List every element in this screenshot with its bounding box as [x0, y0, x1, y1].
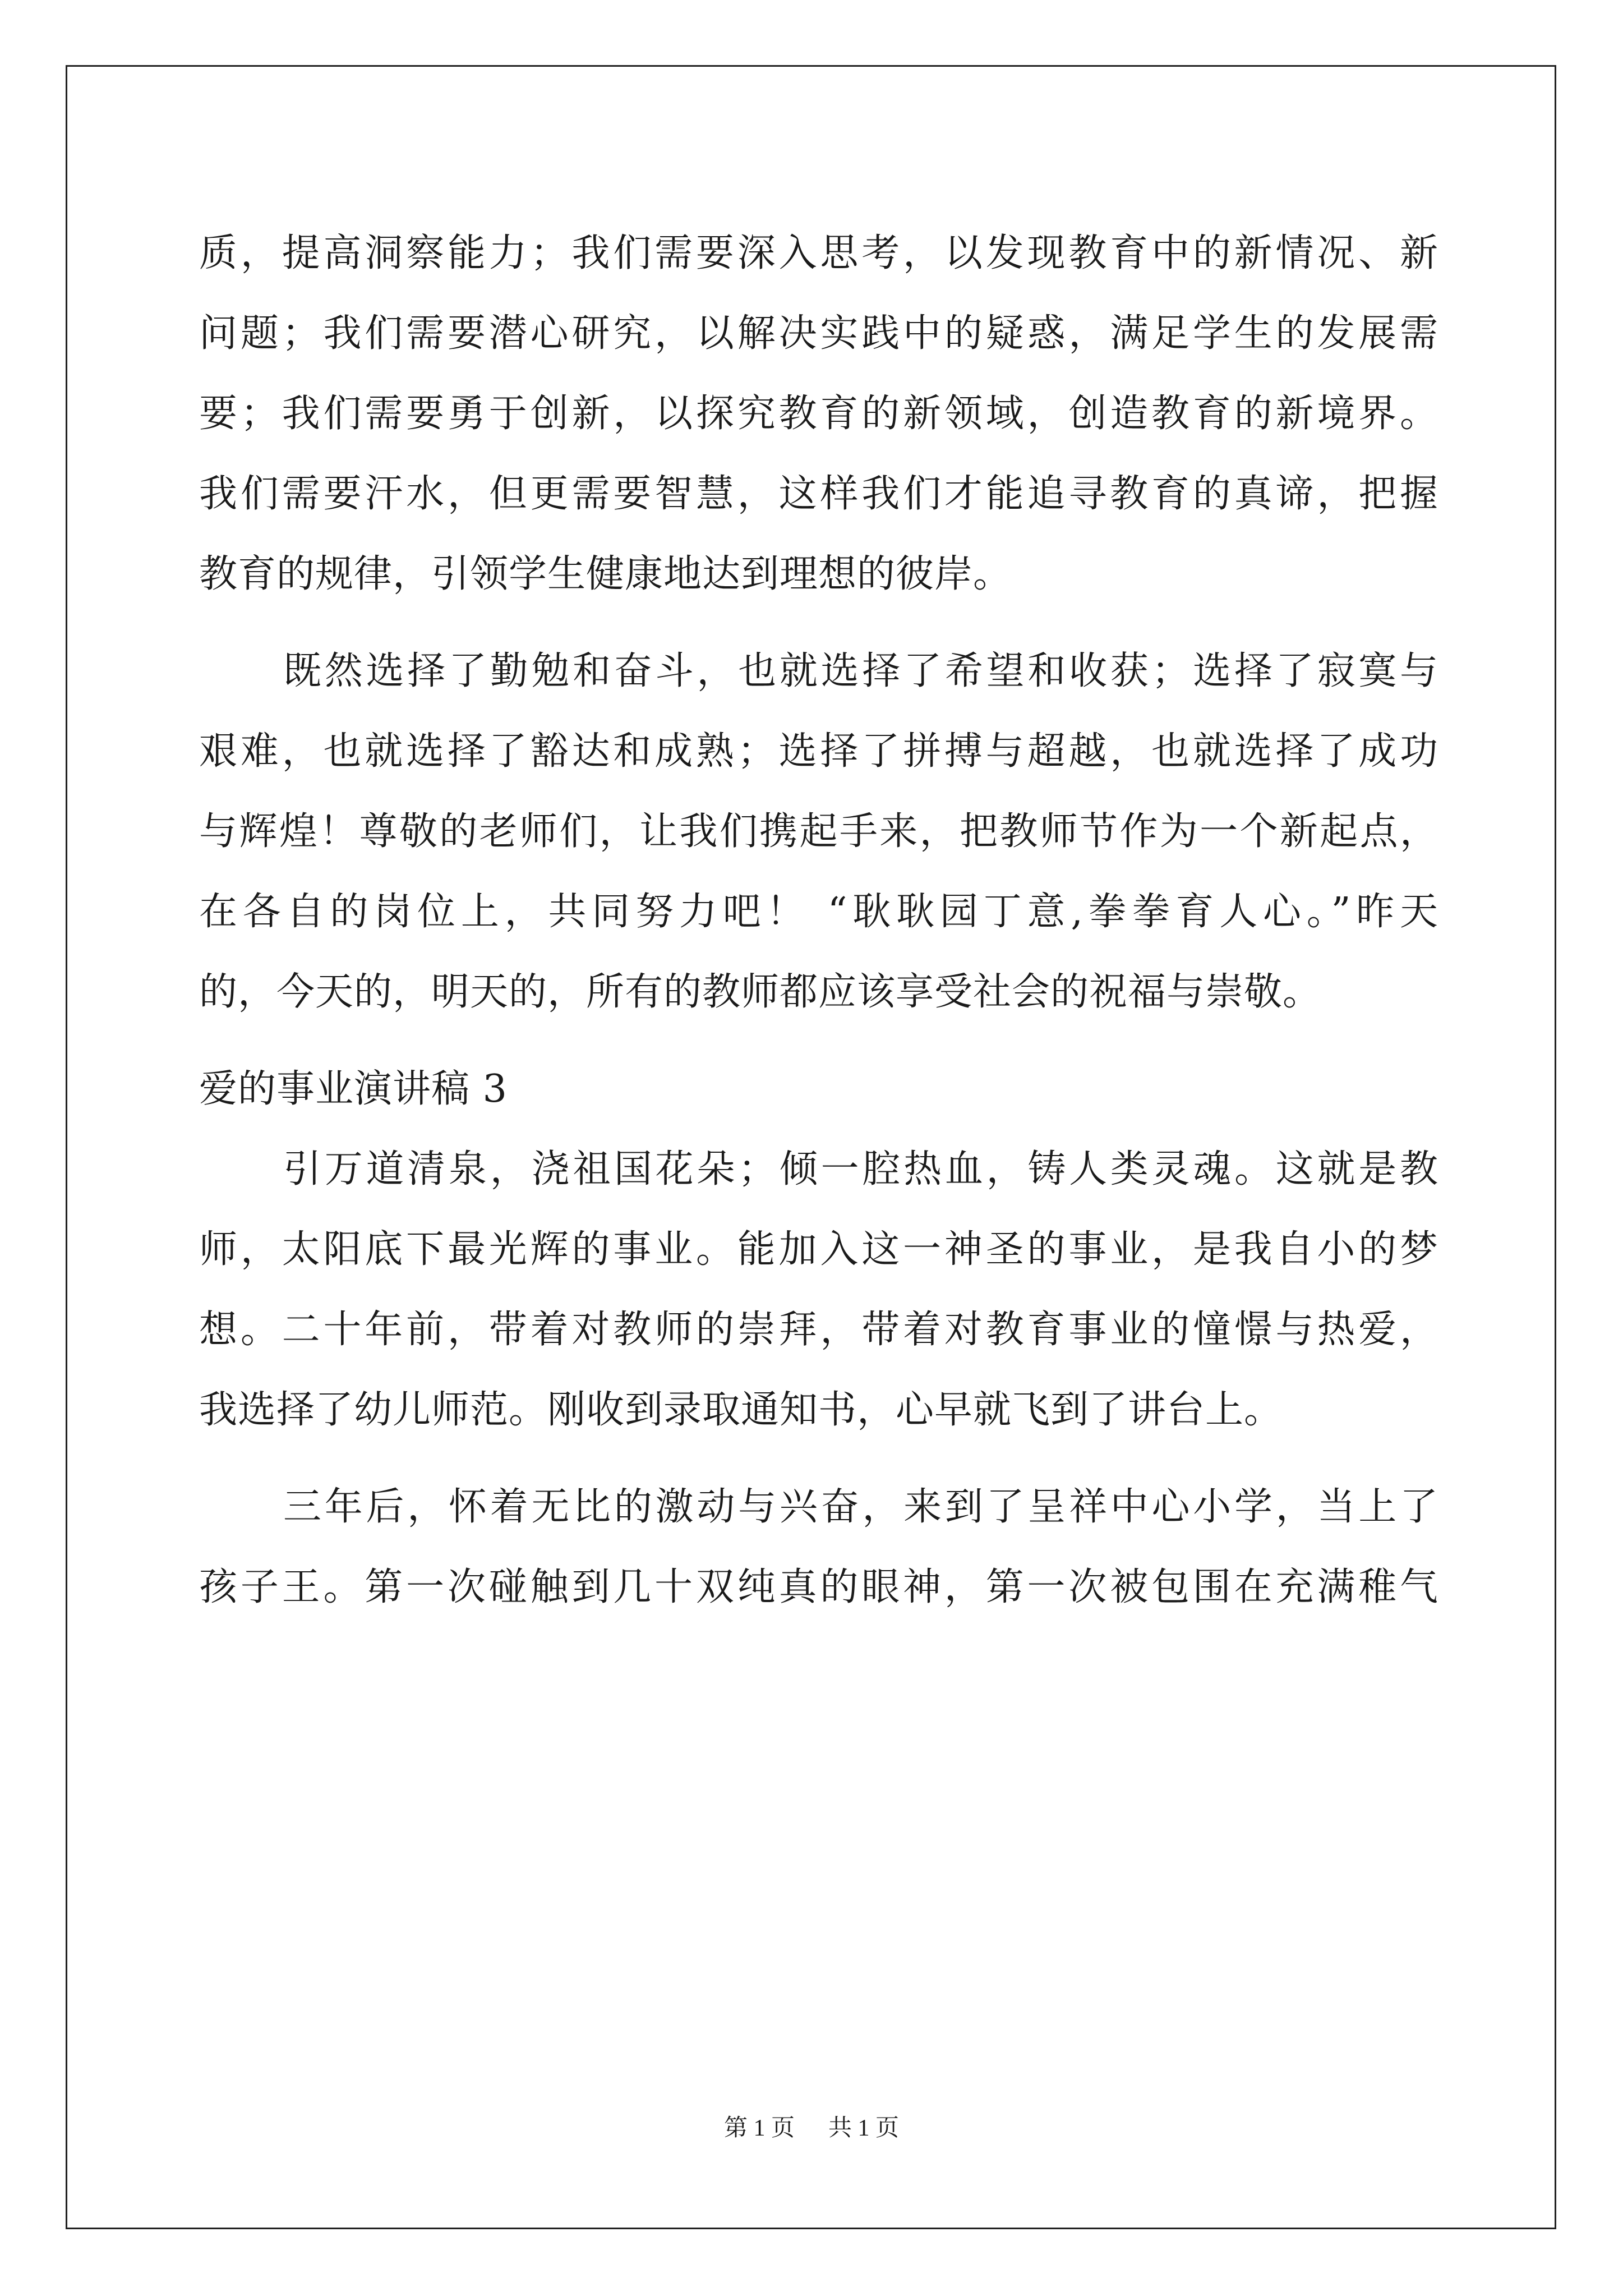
- paragraph-line: 三年后，怀着无比的激动与兴奋，来到了呈祥中心小学，当上了: [283, 1485, 1438, 1529]
- paragraph-line: 我们需要汗水，但更需要智慧，这样我们才能追寻教育的真谛，把握: [199, 472, 1438, 516]
- paragraph-line: 问题；我们需要潜心研究，以解决实践中的疑惑，满足学生的发展需: [199, 311, 1438, 356]
- paragraph-line: 的，今天的，明天的，所有的教师都应该享受社会的祝福与崇敬。: [199, 970, 1322, 1014]
- paragraph-line: 质，提高洞察能力；我们需要深入思考，以发现教育中的新情况、新: [199, 231, 1438, 275]
- paragraph-line: 要；我们需要勇于创新，以探究教育的新领域，创造教育的新境界。: [199, 392, 1438, 436]
- paragraph-4: [199, 1467, 1444, 1627]
- paragraph-line: 与辉煌！尊敬的老师们，让我们携起手来，把教师节作为一个新起点，: [199, 809, 1438, 854]
- paragraph-2: [199, 631, 1444, 1032]
- page-footer: [0, 2109, 1623, 2143]
- paragraph-1: [199, 213, 1444, 614]
- section-heading: 爱的事业演讲稿 3: [199, 1067, 508, 1111]
- paragraph-3: [199, 1129, 1444, 1450]
- paragraph-line: 在各自的岗位上，共同努力吧！ “耿耿园丁意,拳拳育人心。”昨天: [199, 890, 1438, 934]
- paragraph-line: 师，太阳底下最光辉的事业。能加入这一神圣的事业，是我自小的梦: [199, 1227, 1438, 1272]
- paragraph-line: 既然选择了勤勉和奋斗，也就选择了希望和收获；选择了寂寞与: [283, 649, 1438, 693]
- paragraph-line: 孩子王。第一次碰触到几十双纯真的眼神，第一次被包围在充满稚气: [199, 1565, 1438, 1609]
- paragraph-line: 想。二十年前，带着对教师的崇拜，带着对教育事业的憧憬与热爱，: [199, 1308, 1438, 1352]
- page-number: 第 1 页: [723, 2115, 795, 2141]
- paragraph-line: 教育的规律，引领学生健康地达到理想的彼岸。: [199, 552, 1012, 596]
- paragraph-line: 艰难，也就选择了豁达和成熟；选择了拼搏与超越，也就选择了成功: [199, 729, 1438, 774]
- page-total: 共 1 页: [828, 2115, 900, 2141]
- paragraph-line: 引万道清泉，浇祖国花朵；倾一腔热血，铸人类灵魂。这就是教: [283, 1147, 1438, 1191]
- paragraph-line: 我选择了幼儿师范。刚收到录取通知书，心早就飞到了讲台上。: [199, 1388, 1283, 1432]
- document-body: [199, 213, 1444, 1627]
